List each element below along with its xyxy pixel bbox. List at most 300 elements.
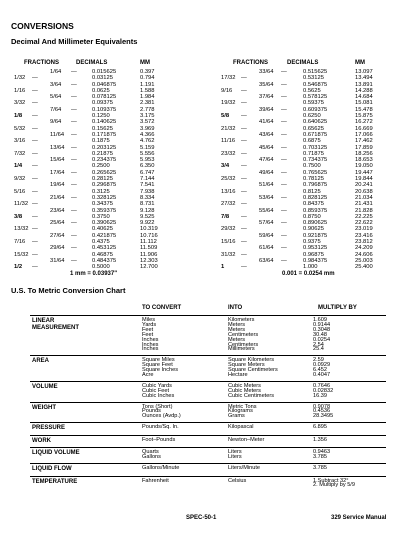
- mm-value: 3.572: [140, 119, 155, 126]
- major-fraction: 31/32: [221, 251, 236, 258]
- leader-dash: —: [281, 131, 287, 138]
- conversion-row: [30, 476, 386, 492]
- conversion-row: [30, 381, 386, 402]
- leader-dash: —: [241, 125, 247, 132]
- minor-fraction: 5/64: [50, 94, 62, 101]
- leader-dash: —: [32, 226, 38, 233]
- decimal-value: 0.734375: [303, 157, 328, 164]
- conversion-into-col: [228, 450, 242, 460]
- decimal-value: 0.015625: [92, 69, 117, 75]
- conversion-mult-item: 0.9463: [313, 449, 331, 456]
- leader-dash: —: [32, 150, 38, 157]
- major-fraction: 1: [221, 264, 225, 271]
- decimal-value: 0.546875: [303, 81, 328, 88]
- decimal-value: 0.859375: [303, 207, 328, 214]
- mm-footnote: 1 mm = 0.03937": [70, 271, 118, 277]
- leader-dash: —: [241, 100, 247, 107]
- fraction-header: [221, 60, 406, 69]
- conversion-from-item: Inches: [142, 336, 159, 343]
- decimal-value: 0.328125: [92, 194, 117, 201]
- conversion-from-item: Feet: [142, 326, 154, 333]
- minor-fraction: 39/64: [259, 106, 274, 113]
- mm-value: 24.209: [355, 245, 373, 252]
- major-fraction: 11/32: [14, 201, 29, 208]
- major-fraction: 7/32: [14, 150, 26, 157]
- category-line: WORK: [32, 437, 51, 444]
- conversion-into-item: Kilometers: [228, 317, 255, 323]
- minor-fraction: 55/64: [259, 207, 274, 214]
- decimal-value: 0.8125: [303, 188, 321, 195]
- mm-value: 13.097: [355, 69, 373, 75]
- major-fraction: 7/8: [221, 213, 230, 220]
- mm-value: 10.716: [140, 232, 158, 239]
- leader-dash: —: [32, 264, 38, 271]
- conversion-mult-item: 0.0254: [313, 336, 331, 343]
- conversion-row: [30, 422, 386, 435]
- decimal-value: 0.359375: [92, 207, 117, 214]
- conversion-from-item: Ounces (Avdp.): [142, 413, 181, 420]
- leader-dash: —: [71, 245, 77, 252]
- conversion-into-item: Cubic Meters: [228, 382, 261, 389]
- minor-fraction: 51/64: [259, 182, 274, 189]
- major-fraction: 3/16: [14, 138, 26, 145]
- minor-fraction: 11/64: [50, 131, 65, 138]
- mm-value: 11.906: [140, 251, 158, 258]
- leader-dash: —: [71, 194, 77, 201]
- leader-dash: —: [241, 213, 247, 220]
- conversion-from-item: Foot–Pounds: [142, 436, 176, 443]
- leader-dash: —: [241, 150, 247, 157]
- conversion-from-item: Gallons: [142, 454, 161, 461]
- category-line: WEIGHT: [32, 404, 56, 411]
- category-label: [32, 466, 72, 473]
- decimal-value: 0.71875: [303, 150, 324, 157]
- mm-value: 9.922: [140, 220, 155, 227]
- conversion-mult-item: 2. Multiply by 5/9: [313, 482, 355, 489]
- conversion-from-col: [142, 384, 174, 399]
- conversion-from-item: Miles: [142, 317, 156, 323]
- decimal-value: 0.078125: [92, 94, 117, 101]
- leader-dash: —: [32, 163, 38, 170]
- minor-fraction: 31/64: [50, 257, 65, 264]
- minor-fraction: 9/64: [50, 119, 62, 126]
- fraction-header: [14, 60, 194, 69]
- conversion-into-item: Cubic Centimeters: [228, 392, 275, 399]
- mm-value: 19.844: [355, 176, 373, 183]
- conversion-from-col: [142, 438, 175, 443]
- minor-fraction: 7/64: [50, 106, 62, 113]
- conversion-from-col: [142, 425, 179, 430]
- conversion-mult-col: [313, 479, 355, 489]
- conversion-into-col: [228, 438, 264, 443]
- category-label: [32, 405, 56, 412]
- minor-fraction: 23/64: [50, 207, 65, 214]
- decimal-value: 0.109375: [92, 106, 117, 113]
- conversion-into-col: [228, 384, 274, 399]
- decimal-footnote: 0.001 = 0.0254 mm: [282, 271, 335, 277]
- conversion-into-col: [228, 479, 246, 484]
- decimal-value: 0.796875: [303, 182, 328, 189]
- decimal-value: 0.53125: [303, 75, 324, 82]
- conversion-row: [30, 435, 386, 448]
- decimal-value: 0.9375: [303, 239, 321, 246]
- mm-value: 13.494: [355, 75, 373, 82]
- leader-dash: —: [32, 239, 38, 246]
- leader-dash: —: [71, 220, 77, 227]
- major-fraction: 5/16: [14, 188, 26, 195]
- header-decimals: DECIMALS: [287, 60, 319, 66]
- minor-fraction: 43/64: [259, 131, 274, 138]
- leader-dash: —: [281, 69, 287, 75]
- leader-dash: —: [241, 201, 247, 208]
- mm-value: 5.556: [140, 150, 155, 157]
- decimal-value: 0.265625: [92, 169, 117, 176]
- conversion-mult-col: [313, 425, 327, 430]
- conversion-row: [30, 315, 386, 355]
- leader-dash: —: [281, 106, 287, 113]
- minor-fraction: 53/64: [259, 194, 274, 201]
- leader-dash: —: [281, 182, 287, 189]
- leader-dash: —: [281, 245, 287, 252]
- mm-value: 1.984: [140, 94, 155, 101]
- page-title: CONVERSIONS: [11, 21, 74, 31]
- decimal-value: 0.953125: [303, 245, 328, 252]
- mm-value: 15.478: [355, 106, 373, 113]
- major-fraction: 13/16: [221, 188, 236, 195]
- conversion-into-item: Hectare: [228, 372, 248, 379]
- conversion-mult-item: 0.0929: [313, 362, 331, 369]
- mm-value: 18.256: [355, 150, 373, 157]
- major-fraction: 11/16: [221, 138, 236, 145]
- conversion-from-item: Quarts: [142, 449, 159, 456]
- category-line: VOLUME: [32, 383, 58, 390]
- leader-dash: —: [281, 94, 287, 101]
- leader-dash: —: [241, 138, 247, 145]
- minor-fraction: 61/64: [259, 245, 274, 252]
- leader-dash: —: [32, 113, 38, 120]
- minor-fraction: 37/64: [259, 94, 274, 101]
- mm-value: 9.525: [140, 213, 155, 220]
- conversion-mult-item: 30.48: [313, 331, 327, 338]
- decimal-value: 1.000: [303, 264, 318, 271]
- mm-value: 12.303: [140, 257, 158, 264]
- decimal-value: 0.296875: [92, 182, 117, 189]
- mm-value: 7.541: [140, 182, 155, 189]
- conversion-from-item: Acre: [142, 372, 154, 379]
- decimal-value: 0.09375: [92, 100, 113, 107]
- mm-value: 25.400: [355, 264, 373, 271]
- leader-dash: —: [241, 251, 247, 258]
- minor-fraction: 63/64: [259, 257, 274, 264]
- conversion-into-item: Millimeters: [228, 346, 255, 353]
- conversion-into-item: Liters/Minute: [228, 465, 261, 472]
- conversion-row: [30, 402, 386, 423]
- major-fraction: 19/32: [221, 100, 236, 107]
- mm-value: 2.381: [140, 100, 155, 107]
- decimal-value: 0.96875: [303, 251, 324, 258]
- conversion-into-item: Centimeters: [228, 341, 259, 348]
- major-fraction: 5/8: [221, 113, 230, 120]
- section-subtitle: Decimal And Millimeter Equivalents: [11, 37, 138, 46]
- conversion-mult-item: 3.785: [313, 465, 327, 472]
- leader-dash: —: [71, 144, 77, 151]
- minor-fraction: 35/64: [259, 81, 274, 88]
- mm-value: 7.144: [140, 176, 155, 183]
- decimal-value: 0.78125: [303, 176, 324, 183]
- major-fraction: 3/32: [14, 100, 26, 107]
- leader-dash: —: [71, 69, 77, 75]
- leader-dash: —: [281, 169, 287, 176]
- decimal-value: 0.7500: [303, 163, 321, 170]
- mm-value: 4.762: [140, 138, 155, 145]
- leader-dash: —: [241, 87, 247, 94]
- decimal-value: 0.1250: [92, 113, 110, 120]
- decimal-value: 0.234375: [92, 157, 117, 164]
- mm-value: 19.050: [355, 163, 373, 170]
- conversion-from-col: [142, 358, 178, 378]
- leader-dash: —: [71, 257, 77, 264]
- decimal-value: 0.578125: [303, 94, 328, 101]
- conversion-from-item: Feet: [142, 331, 154, 338]
- decimal-value: 0.484375: [92, 257, 117, 264]
- decimal-value: 0.5000: [92, 264, 110, 271]
- decimal-value: 0.203125: [92, 144, 117, 151]
- mm-value: 3.969: [140, 125, 155, 132]
- conversion-from-col: [142, 479, 169, 484]
- conversion-into-item: Celsius: [228, 477, 247, 484]
- leader-dash: —: [281, 220, 287, 227]
- decimal-value: 0.3125: [92, 188, 110, 195]
- leader-dash: —: [241, 176, 247, 183]
- decimal-value: 0.671875: [303, 131, 328, 138]
- category-line: LIQUID VOLUME: [32, 450, 80, 457]
- decimal-value: 0.5625: [303, 87, 321, 94]
- conversion-mult-item: 0.9078: [313, 403, 331, 410]
- decimal-value: 0.3750: [92, 213, 110, 220]
- conversion-from-item: Pounds: [142, 408, 161, 415]
- category-line: LINEAR: [32, 318, 55, 324]
- conversion-into-col: [228, 318, 258, 352]
- conversion-mult-item: 6.452: [313, 367, 327, 374]
- conversion-mult-item: 1.Subtract 32°: [313, 477, 349, 484]
- decimal-value: 0.2500: [92, 163, 110, 170]
- header-mm: MM: [355, 60, 365, 66]
- mm-value: 20.241: [355, 182, 373, 189]
- header-fractions: FRACTIONS: [24, 60, 59, 66]
- conversion-mult-item: 3.785: [313, 454, 327, 461]
- decimal-value: 0.515625: [303, 69, 328, 75]
- mm-value: 10.319: [140, 226, 158, 233]
- mm-value: 17.859: [355, 144, 373, 151]
- category-line: TEMPERATURE: [32, 478, 78, 485]
- major-fraction: 7/16: [14, 239, 26, 246]
- leader-dash: —: [71, 106, 77, 113]
- major-fraction: 29/32: [221, 226, 236, 233]
- leader-dash: —: [32, 87, 38, 94]
- conversion-chart-title: U.S. To Metric Conversion Chart: [11, 286, 126, 295]
- mm-value: 23.416: [355, 232, 373, 239]
- mm-value: 2.778: [140, 106, 155, 113]
- mm-value: 19.447: [355, 169, 373, 176]
- decimal-value: 0.0625: [92, 87, 110, 94]
- mm-value: 1.191: [140, 81, 155, 88]
- mm-value: 4.366: [140, 131, 155, 138]
- conversion-mult-item: 0.4536: [313, 408, 331, 415]
- decimal-value: 0.6875: [303, 138, 321, 145]
- mm-value: 11.112: [140, 239, 157, 246]
- fraction-table-left: [14, 60, 194, 271]
- leader-dash: —: [281, 157, 287, 164]
- mm-value: 16.272: [355, 119, 373, 126]
- category-label: [32, 438, 51, 445]
- leader-dash: —: [32, 75, 38, 82]
- leader-dash: —: [241, 226, 247, 233]
- conversion-mult-item: 0.3048: [313, 326, 331, 333]
- mm-value: 23.812: [355, 239, 373, 246]
- conversion-into-item: Square Kilometers: [228, 357, 275, 364]
- conversion-mult-item: 0.7646: [313, 382, 331, 389]
- leader-dash: —: [281, 257, 287, 264]
- mm-value: 6.350: [140, 163, 155, 170]
- conversion-mult-item: 2.54: [313, 341, 324, 348]
- header-to-convert: TO CONVERT: [142, 305, 182, 311]
- decimal-value: 0.8750: [303, 213, 321, 220]
- conversion-from-item: Cubic Inches: [142, 392, 175, 399]
- leader-dash: —: [241, 264, 247, 271]
- conversion-mult-item: 2.59: [313, 357, 324, 364]
- conversion-mult-item: 6.895: [313, 424, 327, 431]
- header-decimals: DECIMALS: [76, 60, 108, 66]
- conversion-into-item: Liters: [228, 449, 242, 456]
- conversion-mult-item: 0.9144: [313, 321, 331, 328]
- conversion-from-col: [142, 405, 181, 420]
- conversion-from-col: [142, 466, 179, 471]
- mm-value: 9.128: [140, 207, 155, 214]
- decimal-value: 0.03125: [92, 75, 113, 82]
- mm-value: 15.875: [355, 113, 373, 120]
- conversion-into-item: Metric Tons: [228, 403, 257, 410]
- category-line: MEASUREMENT: [32, 324, 80, 331]
- minor-fraction: 47/64: [259, 157, 274, 164]
- conversion-mult-item: 0.4047: [313, 372, 331, 379]
- minor-fraction: 25/64: [50, 220, 65, 227]
- decimal-value: 0.46875: [92, 251, 113, 258]
- major-fraction: 9/32: [14, 176, 26, 183]
- conversion-from-item: Tons (Short): [142, 403, 173, 410]
- minor-fraction: 15/64: [50, 157, 65, 164]
- decimal-value: 0.59375: [303, 100, 324, 107]
- conversion-into-item: Newton–Meter: [228, 436, 265, 443]
- conversion-from-item: Cubic Yards: [142, 382, 172, 389]
- header-multiply-by: MULTIPLY BY: [318, 305, 357, 311]
- decimal-value: 0.640625: [303, 119, 328, 126]
- category-line: PRESSURE: [32, 425, 66, 432]
- category-line: LIQUID FLOW: [32, 466, 72, 473]
- major-fraction: 9/16: [221, 87, 233, 94]
- decimal-value: 0.453125: [92, 245, 117, 252]
- decimal-value: 0.4375: [92, 239, 110, 246]
- decimal-value: 0.21875: [92, 150, 113, 157]
- major-fraction: 1/2: [14, 264, 23, 271]
- conversion-from-col: [142, 450, 161, 460]
- minor-fraction: 45/64: [259, 144, 274, 151]
- major-fraction: 5/32: [14, 125, 26, 132]
- mm-value: 8.334: [140, 194, 155, 201]
- conversion-from-item: Square Inches: [142, 367, 179, 374]
- conversion-mult-item: 1.609: [313, 317, 327, 323]
- conversion-into-item: Meters: [228, 336, 246, 343]
- mm-value: 21.431: [355, 201, 373, 208]
- decimal-value: 0.984375: [303, 257, 328, 264]
- major-fraction: 23/32: [221, 150, 236, 157]
- decimal-value: 0.171875: [92, 131, 117, 138]
- leader-dash: —: [281, 207, 287, 214]
- leader-dash: —: [241, 188, 247, 195]
- decimal-value: 0.703125: [303, 144, 328, 151]
- conversion-into-item: Grams: [228, 413, 245, 420]
- leader-dash: —: [71, 182, 77, 189]
- mm-value: 1.588: [140, 87, 155, 94]
- leader-dash: —: [281, 194, 287, 201]
- conversion-from-item: Gallons/Minute: [142, 465, 180, 472]
- mm-value: 22.225: [355, 213, 373, 220]
- decimal-value: 0.828125: [303, 194, 328, 201]
- conversion-into-col: [228, 405, 257, 420]
- minor-fraction: 13/64: [50, 144, 65, 151]
- leader-dash: —: [32, 125, 38, 132]
- conversion-from-item: Square Miles: [142, 357, 175, 364]
- mm-value: 0.794: [140, 75, 155, 82]
- leader-dash: —: [32, 100, 38, 107]
- leader-dash: —: [241, 113, 247, 120]
- leader-dash: —: [71, 169, 77, 176]
- footer-manual: 329 Service Manual: [331, 515, 387, 521]
- minor-fraction: 1/64: [50, 69, 62, 75]
- decimal-value: 0.765625: [303, 169, 328, 176]
- decimal-value: 0.609375: [303, 106, 328, 113]
- conversion-into-item: Meters: [228, 321, 246, 328]
- minor-fraction: 57/64: [259, 220, 274, 227]
- mm-value: 16.669: [355, 125, 373, 132]
- footer-spec: SPEC-50-1: [186, 515, 217, 521]
- leader-dash: —: [241, 75, 247, 82]
- mm-value: 21.034: [355, 194, 373, 201]
- major-fraction: 25/32: [221, 176, 236, 183]
- decimal-value: 0.140625: [92, 119, 117, 126]
- conversion-from-item: Fahrenheit: [142, 477, 169, 484]
- leader-dash: —: [71, 81, 77, 88]
- minor-fraction: 59/64: [259, 232, 274, 239]
- conversion-into-col: [228, 358, 278, 378]
- leader-dash: —: [281, 119, 287, 126]
- major-fraction: 15/16: [221, 239, 236, 246]
- conversion-from-col: [142, 318, 158, 352]
- leader-dash: —: [32, 201, 38, 208]
- mm-value: 17.462: [355, 138, 373, 145]
- conversion-mult-item: 0.02832: [313, 387, 334, 394]
- conversion-header: [30, 305, 386, 315]
- fraction-table-right: [221, 60, 406, 271]
- leader-dash: —: [32, 213, 38, 220]
- major-fraction: 1/8: [14, 113, 23, 120]
- mm-value: 18.653: [355, 157, 373, 164]
- mm-value: 5.159: [140, 144, 155, 151]
- conversion-into-col: [228, 466, 260, 471]
- conversion-into-item: Square Centimeters: [228, 367, 278, 374]
- mm-value: 23.019: [355, 226, 373, 233]
- minor-fraction: 41/64: [259, 119, 274, 126]
- conversion-mult-col: [313, 438, 327, 443]
